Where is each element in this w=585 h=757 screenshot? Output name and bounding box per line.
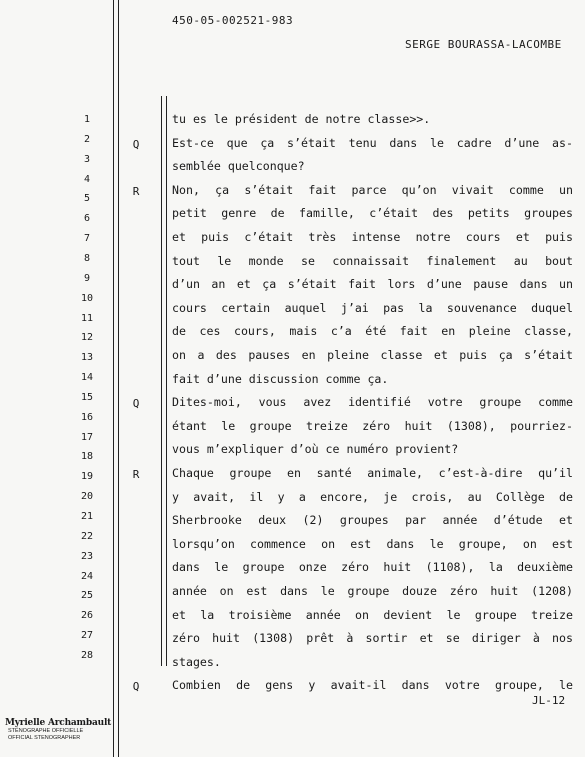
line-number: 5 xyxy=(83,193,91,205)
transcript-line: zéro huit (1308) prêt à sortir et se diriger à nos xyxy=(172,631,573,646)
line-number: 20 xyxy=(80,491,94,503)
line-number: 9 xyxy=(83,272,91,284)
transcript-line: d’un an et ça s’était fait lors d’une pause dans un xyxy=(172,277,573,292)
stenographer-title-fr: STÉNOGRAPHE OFFICIELLE xyxy=(8,728,84,734)
line-number: 3 xyxy=(83,153,91,165)
speaker-label: R xyxy=(132,184,140,198)
speaker-label: Q xyxy=(132,680,140,694)
transcript-line: Est-ce que ça s’était tenu dans le cadre d’une as- xyxy=(172,135,573,150)
page-number: JL-12 xyxy=(532,694,566,707)
line-number: 17 xyxy=(80,431,94,443)
transcript-line: Non, ça s’était fait parce qu’on vivait comme un xyxy=(172,182,573,197)
stenographer-name: Myrielle Archambault xyxy=(5,718,112,728)
line-number: 8 xyxy=(83,252,91,264)
transcript-line: lorsqu’on commence on est dans le groupe, on est xyxy=(172,536,573,551)
transcript-line: étant le groupe treize zéro huit (1308), pourriez- xyxy=(172,418,573,433)
transcript-line: Chaque groupe en santé animale, c’est-à-dire qu’il xyxy=(172,466,573,480)
transcript-line: Combien de gens y avait-il dans votre groupe, le xyxy=(172,678,573,693)
line-number: 21 xyxy=(80,511,94,522)
transcript-line: fait d’une discussion comme ça. xyxy=(172,371,389,386)
transcript-line: stages. xyxy=(172,654,221,669)
transcript-line: cours certain auquel j’ai pas la souvenance duquel xyxy=(172,300,573,315)
margin-rule-right xyxy=(161,96,162,666)
transcript-line: tout le monde se connaissait finalement au bout xyxy=(172,253,573,268)
line-number: 13 xyxy=(80,352,94,364)
line-number: 22 xyxy=(80,530,94,542)
stenographer-stamp xyxy=(5,718,125,742)
stenographer-title-en: OFFICIAL STENOGRAPHER xyxy=(8,735,81,741)
line-number: 19 xyxy=(80,471,94,483)
transcript-line: petit genre de famille, c’était des petits groupes xyxy=(172,206,573,221)
transcript-line: et puis c’était très intense notre cours et puis xyxy=(172,230,573,244)
transcript-line: et la troisième année on devient le groupe treize xyxy=(172,607,573,622)
margin-rule-left-inner xyxy=(118,0,119,757)
line-number: 12 xyxy=(80,332,94,344)
line-number: 28 xyxy=(80,649,94,661)
line-number: 7 xyxy=(83,233,91,245)
transcript-line: Sherbrooke deux (2) groupes par année d’étude et xyxy=(172,513,573,528)
transcript-line: dans le groupe onze zéro huit (1108), la deuxième xyxy=(172,560,573,575)
transcript-line: année on est dans le groupe douze zéro huit (1208) xyxy=(172,584,573,598)
line-number: 27 xyxy=(80,630,94,642)
line-number: 14 xyxy=(80,372,94,384)
line-number: 1 xyxy=(83,114,91,125)
transcript-line: Dites-moi, vous avez identifié votre groupe comme xyxy=(172,395,573,410)
line-number: 10 xyxy=(80,292,94,304)
line-number: 4 xyxy=(83,173,91,185)
transcript-line: de ces cours, mais c’a été fait en pleine classe, xyxy=(172,324,573,339)
line-number: 18 xyxy=(80,451,94,463)
file-number: 450-05-002521-983 xyxy=(172,14,294,27)
line-number: 24 xyxy=(80,570,94,582)
speaker-label: Q xyxy=(132,397,140,411)
line-number: 26 xyxy=(80,610,94,622)
margin-rule-right-inner xyxy=(166,96,167,666)
line-number: 23 xyxy=(80,550,94,562)
transcript-line: y avait, il y a encore, je crois, au Collège de xyxy=(172,489,573,504)
line-number: 25 xyxy=(80,590,94,602)
line-number: 11 xyxy=(80,312,94,324)
transcript-line: tu es le président de notre classe>>. xyxy=(172,112,431,126)
line-number: 15 xyxy=(80,391,94,403)
transcript-line: vous m’expliquer d’où ce numéro provient? xyxy=(172,442,459,457)
transcript-line: semblée quelconque? xyxy=(172,159,305,174)
transcript-line: on a des pauses en pleine classe et puis ça s’était xyxy=(172,348,573,362)
line-number: 6 xyxy=(83,213,91,225)
line-number: 16 xyxy=(80,411,94,423)
speaker-label: Q xyxy=(132,137,140,151)
witness-name: SERGE BOURASSA-LACOMBE xyxy=(405,38,562,51)
speaker-label: R xyxy=(132,468,140,481)
margin-rule-left xyxy=(113,0,114,757)
line-number: 2 xyxy=(83,133,91,145)
